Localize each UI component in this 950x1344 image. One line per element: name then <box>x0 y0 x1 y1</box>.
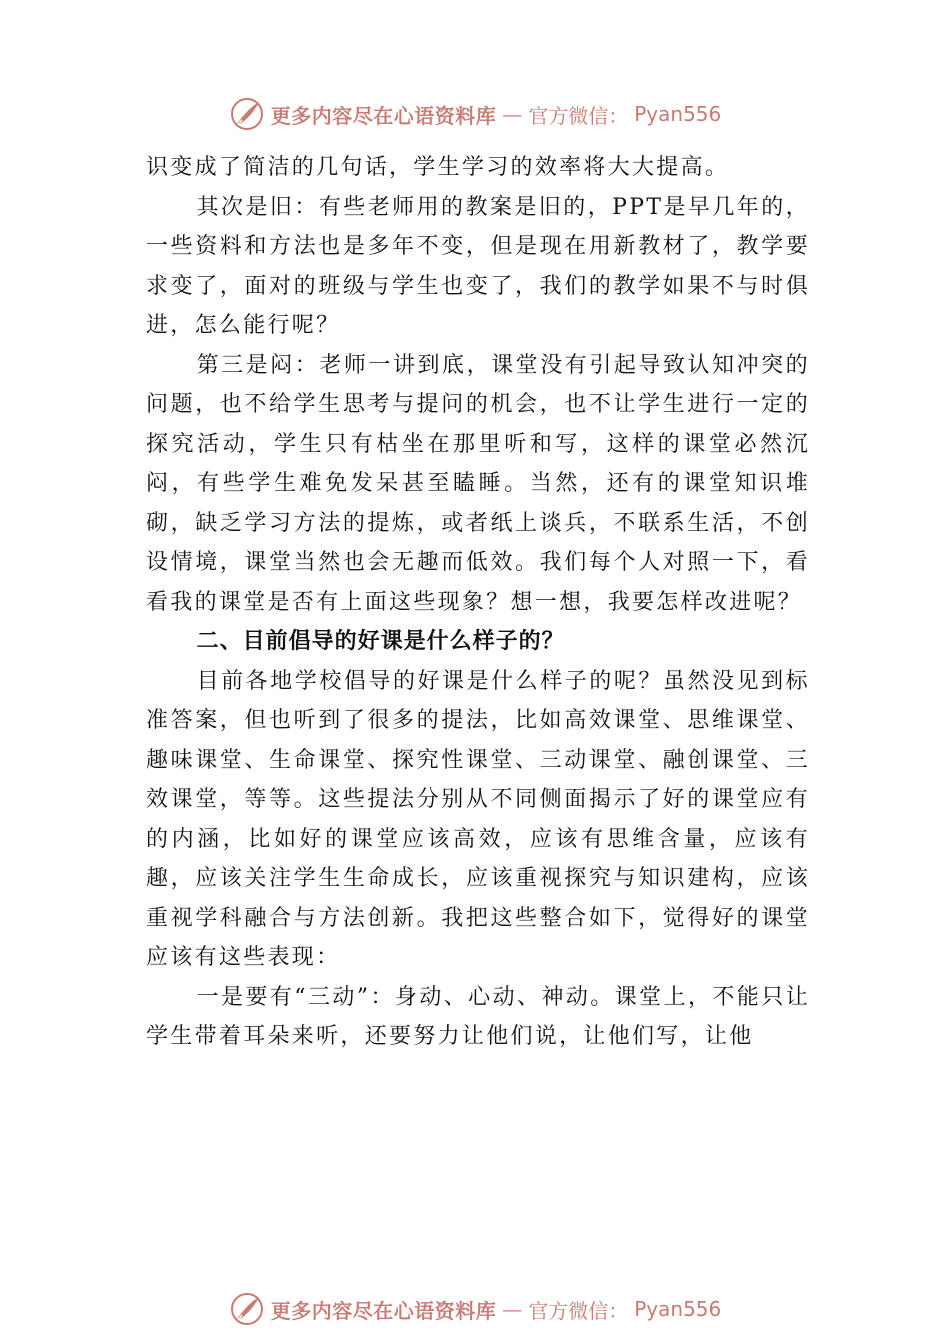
paragraph-three-moves: 一是要有“三动”：身动、心动、神动。课堂上，不能只让学生带着耳朵来听，还要努力让他们说，让他们写，让他 <box>146 984 810 1049</box>
watermark-separator: — <box>502 1297 523 1321</box>
watermark-wechat-label: 官方微信： <box>528 1298 629 1323</box>
paragraph-good-lessons: 目前各地学校倡导的好课是什么样子的呢？虽然没见到标准答案，但也听到了很多的提法，比如高效课堂、思维课堂、趣味课堂、生命课堂、探究性课堂、三动课堂、融创课堂、三效课堂，等等。这些提法分别从不同侧面揭示了好的课堂应有的内涵，比如好的课堂应该高效，应该有思维含量，应该有趣，应该关注学生生命成长，应该重视探究与知识建构，应该重视学科融合与方法创新。我把这些整合如下，觉得好的课堂应该有这些表现： <box>146 668 810 970</box>
watermark-main-text: 更多内容尽在心语资料库 <box>270 1298 497 1323</box>
document-body <box>146 148 810 1057</box>
paragraph-old: 其次是旧：有些老师用的教案是旧的，PPT是早几年的，一些资料和方法也是多年不变，但是现在用新教材了，教学要求变了，面对的班级与学生也变了，我们的教学如果不与时俱进，怎么能行呢？ <box>146 194 810 338</box>
watermark-wechat-label: 官方微信： <box>528 103 629 128</box>
watermark-wechat-id: Pyan556 <box>634 102 722 126</box>
quill-pen-logo-icon <box>229 96 265 132</box>
watermark-wechat-id: Pyan556 <box>634 1297 722 1321</box>
paragraph-boring: 第三是闷：老师一讲到底，课堂没有引起导致认知冲突的问题，也不给学生思考与提问的机会，也不让学生进行一定的探究活动，学生只有枯坐在那里听和写，这样的课堂必然沉闷，有些学生难免发呆甚至瞌睡。当然，还有的课堂知识堆砌，缺乏学习方法的提炼，或者纸上谈兵，不联系生活，不创设情境，课堂当然也会无趣而低效。我们每个人对照一下，看看我的课堂是否有上面这些现象？想一想，我要怎样改进呢？ <box>146 352 810 615</box>
paragraph-continuation: 识变成了简洁的几句话，学生学习的效率将大大提高。 <box>146 155 730 180</box>
watermark-main-text: 更多内容尽在心语资料库 <box>270 103 497 128</box>
quill-pen-logo-icon <box>229 1291 265 1327</box>
header-watermark <box>0 92 950 136</box>
footer-watermark <box>0 1287 950 1331</box>
watermark-separator: — <box>502 102 523 126</box>
section-heading: 二、目前倡导的好课是什么样子的？ <box>196 629 565 654</box>
